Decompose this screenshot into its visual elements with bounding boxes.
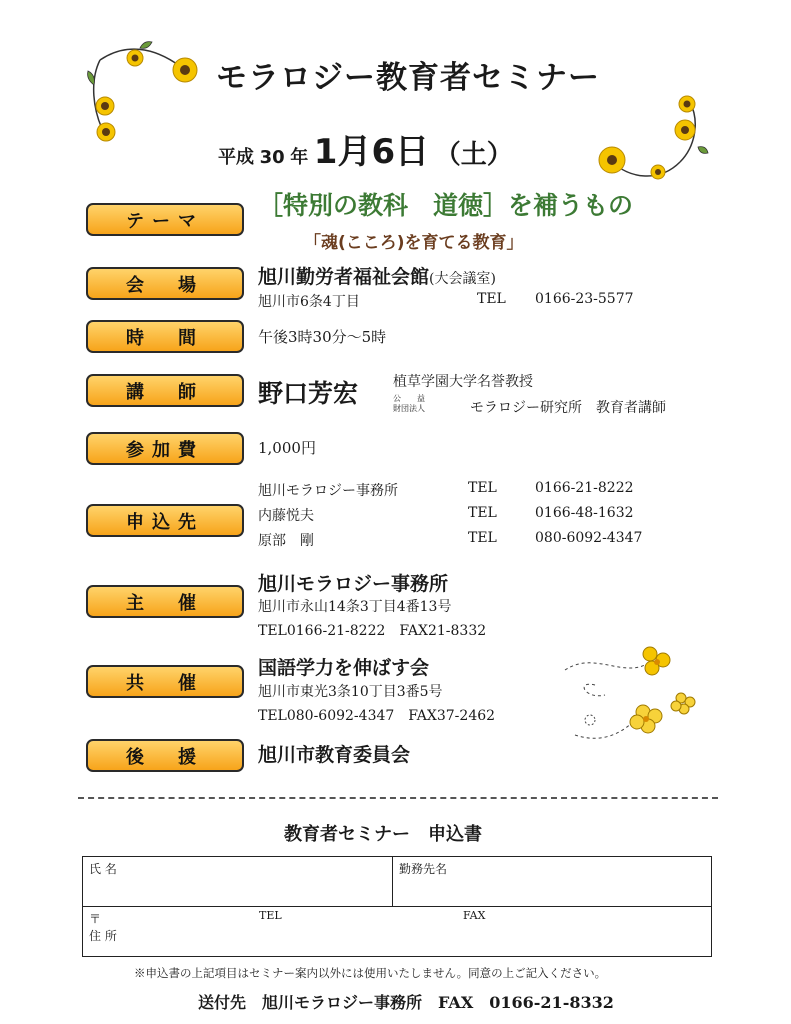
- theme-line2: 「魂(こころ)を育てる教育」: [304, 233, 524, 253]
- apply-contact-tel: 080-6092-4347: [535, 530, 643, 546]
- sunflower-icon: [599, 147, 625, 173]
- apply-contact-tel: 0166-48-1632: [535, 505, 634, 521]
- venue-label: 会 場: [86, 267, 244, 300]
- application-form: [82, 856, 712, 957]
- clover-icon: [671, 693, 695, 714]
- form-name-label: 氏 名: [89, 862, 117, 876]
- organizer-name: 旭川モラロジー事務所: [258, 573, 449, 595]
- cut-line: [78, 797, 718, 799]
- venue-name: 旭川勤労者福祉会館: [258, 266, 430, 288]
- venue-tel-label: TEL: [477, 291, 506, 307]
- form-name-cell[interactable]: [83, 857, 393, 907]
- org-prefix-top: 公 益: [393, 394, 425, 403]
- theme-label: テーマ: [86, 203, 244, 236]
- date-era: 平成: [218, 147, 254, 168]
- cohost-label: 共 催: [86, 665, 244, 698]
- send-to: 送付先 旭川モラロジー事務所 FAX 0166-21-8332: [198, 993, 614, 1012]
- organizer-label: 主 催: [86, 585, 244, 618]
- sunflower-vine-left: [80, 40, 220, 150]
- form-title: 教育者セミナー 申込書: [284, 824, 482, 845]
- apply-contact-tel: 0166-21-8222: [535, 480, 634, 496]
- support-label: 後 援: [86, 739, 244, 772]
- lecturer-org-prefix: [393, 394, 425, 414]
- apply-contact-name: 原部 剛: [258, 533, 314, 549]
- sunflower-icon: [675, 120, 695, 140]
- venue-tel: 0166-23-5577: [535, 291, 634, 307]
- form-workplace-label: 勤務先名: [399, 862, 448, 876]
- clover-icon: [630, 705, 662, 733]
- venue-address: 旭川市6条4丁目: [258, 294, 360, 310]
- date-weekday: （土）: [434, 140, 513, 170]
- sunflower-vine-right: [590, 92, 710, 192]
- time-value: 午後3時30分～5時: [258, 328, 387, 346]
- time-label: 時 間: [86, 320, 244, 353]
- organizer-contact: TEL0166-21-8222 FAX21-8332: [258, 623, 487, 639]
- lecturer-title1: 植草学園大学名誉教授: [393, 374, 533, 390]
- sunflower-icon: [97, 123, 115, 141]
- lecturer-title2: モラロジー研究所 教育者講師: [470, 400, 666, 416]
- form-address-label: 住 所: [89, 929, 117, 943]
- form-address-cell[interactable]: [83, 907, 712, 957]
- sunflower-icon: [651, 165, 665, 179]
- clover-decoration: [555, 640, 705, 750]
- sunflower-icon: [127, 50, 143, 66]
- sunflower-icon: [96, 97, 114, 115]
- date-year-suffix: 年: [290, 147, 309, 168]
- sunflower-icon: [173, 58, 197, 82]
- form-workplace-cell[interactable]: [393, 857, 712, 907]
- date-year: 30: [259, 147, 285, 168]
- organizer-address: 旭川市永山14条3丁目4番13号: [258, 599, 452, 615]
- apply-contact-name: 旭川モラロジー事務所: [258, 483, 398, 499]
- form-fax-label: FAX: [463, 909, 486, 922]
- clover-icon: [643, 647, 670, 675]
- apply-contact-tel-label: TEL: [468, 505, 497, 521]
- sunflower-icon: [679, 96, 695, 112]
- privacy-note: ※申込書の上記項目はセミナー案内以外には使用いたしません。同意の上ご記入ください。: [134, 966, 607, 980]
- org-prefix-bottom: 財団法人: [393, 404, 425, 413]
- lecturer-label: 講 師: [86, 374, 244, 407]
- fee-label: 参加費: [86, 432, 244, 465]
- page-title: モラロジー教育者セミナー: [216, 60, 600, 96]
- cohost-contact: TEL080-6092-4347 FAX37-2462: [258, 708, 496, 724]
- event-date: [218, 124, 513, 173]
- apply-contact-tel-label: TEL: [468, 480, 497, 496]
- cohost-address: 旭川市東光3条10丁目3番5号: [258, 684, 443, 700]
- date-main: 1月6日: [313, 132, 430, 172]
- apply-contact-name: 内藤悦夫: [258, 508, 314, 524]
- apply-contact-tel-label: TEL: [468, 530, 497, 546]
- venue-room: (大会議室): [429, 271, 496, 287]
- cohost-name: 国語学力を伸ばす会: [258, 657, 430, 679]
- apply-label: 申込先: [86, 504, 244, 537]
- form-tel-label: TEL: [259, 909, 282, 922]
- support-name: 旭川市教育委員会: [258, 744, 411, 766]
- fee-value: 1,000円: [258, 439, 316, 457]
- lecturer-name: 野口芳宏: [258, 379, 359, 408]
- theme-line1: ［特別の教科 道徳］を補うもの: [258, 191, 634, 220]
- venue-name-row: [258, 262, 496, 289]
- form-postal-mark: 〒: [89, 912, 102, 926]
